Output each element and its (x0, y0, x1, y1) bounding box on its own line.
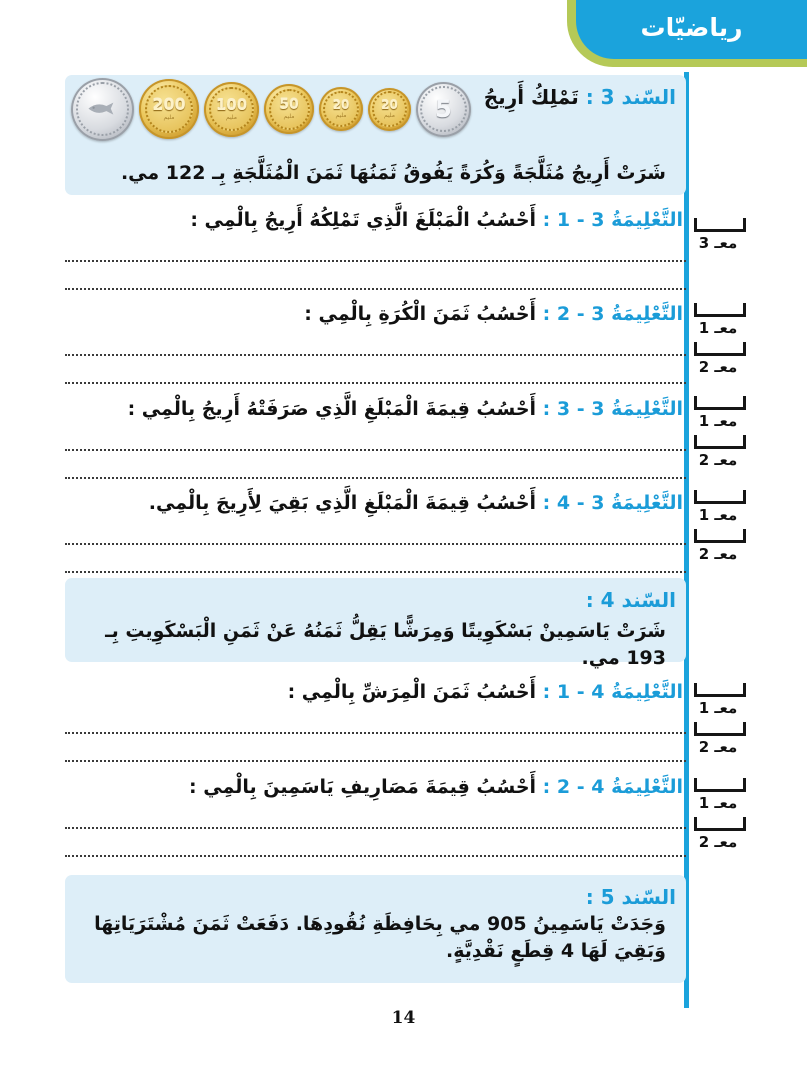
criterion-label: معـ 1 (698, 319, 738, 337)
exercise-4-2-heading (65, 773, 686, 801)
score-mark (692, 396, 748, 432)
sanad-3-label: السّند 3 : (585, 85, 676, 109)
score-mark (692, 303, 748, 339)
score-bracket-icon (694, 218, 746, 232)
exercise-4-1-label: التَّعْلِيمَةُ 4 - 1 : (542, 681, 683, 703)
criterion-label: معـ 3 (698, 234, 738, 252)
exercise-4-1-heading (65, 678, 686, 706)
sanad-5-box (65, 875, 686, 983)
coin-face: 200 مليم (145, 85, 193, 133)
score-bracket-icon (694, 396, 746, 410)
sanad-4-body: شَرَتْ يَاسَمِينْ بَسْكَوِيتًا وَمِرَشًّا يَقِلُّ ثَمَنُهُ عَنْ ثَمَنِ الْبَسْكَوِيتِ بِـ 193 مي. (105, 620, 666, 669)
sanad-5-label: السّند 5 : (585, 885, 676, 909)
sanad-3-body: شَرَتْ أَرِيجُ مُثَلَّجَةً وَكُرَةً يَفُوقُ ثَمَنُهَا ثَمَنَ الْمُثَلَّجَةِ بِـ 122 مي. (120, 162, 666, 184)
exercise-3-3-text: أَحْسُبُ قِيمَةَ الْمَبْلَغِ الَّذِي صَرَفَتْهُ أَرِيجُ بِالْمِي : (127, 398, 537, 420)
coin-200-icon (139, 79, 199, 139)
banner-blue-box (576, 0, 807, 59)
sanad-4-title (586, 588, 676, 612)
answer-line (65, 262, 686, 290)
coin-millime-text: مليم (163, 113, 175, 121)
exercise-4-2-text: أَحْسُبُ قِيمَةَ مَصَارِيفِ يَاسَمِينَ بِالْمِي : (189, 776, 537, 798)
score-mark (692, 778, 748, 814)
coin-face: 100 مليم (209, 87, 254, 132)
subject-title: رياضيّات (640, 13, 743, 42)
exercise-3-2-text: أَحْسُبُ ثَمَنَ الْكُرَةِ بِالْمِي : (304, 303, 537, 325)
coin-50-icon (264, 84, 314, 134)
exercise-3-1-label: التَّعْلِيمَةُ 3 - 1 : (542, 209, 683, 231)
criterion-label: معـ 1 (698, 506, 738, 524)
score-mark (692, 435, 748, 471)
score-bracket-icon (694, 817, 746, 831)
exercise-3-2-heading (65, 300, 686, 328)
score-mark (692, 529, 748, 565)
answer-line (65, 545, 686, 573)
coin-millime-text: مليم (283, 113, 295, 120)
subject-banner (567, 0, 807, 67)
coin-row (71, 78, 471, 140)
criterion-label: معـ 2 (698, 545, 738, 563)
sanad-3-title (484, 85, 676, 109)
sanad-3-box (65, 75, 686, 195)
exercise-3-4-text: أَحْسُبُ قِيمَةَ الْمَبْلَغِ الَّذِي بَقِيَ لِأَرِيجَ بِالْمِي. (148, 492, 537, 514)
coin-20-icon (368, 88, 411, 131)
score-bracket-icon (694, 683, 746, 697)
exercise-3-3-label: التَّعْلِيمَةُ 3 - 3 : (542, 398, 683, 420)
sanad-3-intro: تَمْلِكُ أَرِيجُ (483, 85, 579, 109)
coin-1-dinar-icon (71, 78, 134, 141)
marks-exercise-3-2 (692, 303, 748, 381)
score-bracket-icon (694, 490, 746, 504)
marks-exercise-3-1 (692, 218, 748, 257)
answer-line (65, 517, 686, 545)
exercise-4-1 (65, 678, 686, 762)
coin-100-icon (204, 82, 259, 137)
exercise-4-1-text: أَحْسُبُ ثَمَنَ الْمِرَشِّ بِالْمِي : (287, 681, 537, 703)
exercise-3-2-label: التَّعْلِيمَةُ 3 - 2 : (542, 303, 683, 325)
exercise-3-1-text: أَحْسُبُ الْمَبْلَغَ الَّذِي تَمْلِكُهُ أَرِيجُ بِالْمِي : (190, 209, 537, 231)
answer-line (65, 706, 686, 734)
answer-line (65, 734, 686, 762)
answer-line (65, 234, 686, 262)
coin-5-icon (416, 82, 471, 137)
answer-line (65, 801, 686, 829)
coin-face (76, 82, 129, 135)
score-mark (692, 722, 748, 758)
score-bracket-icon (694, 722, 746, 736)
score-mark (692, 218, 748, 254)
coin-millime-text: مليم (335, 111, 347, 119)
coin-millime-text: مليم (225, 113, 237, 121)
criterion-label: معـ 1 (698, 412, 738, 430)
score-bracket-icon (694, 303, 746, 317)
coin-face: 50 مليم (269, 89, 310, 130)
answer-line (65, 423, 686, 451)
marks-exercise-4-1 (692, 683, 748, 761)
exercise-3-1 (65, 206, 686, 290)
answer-line (65, 451, 686, 479)
coin-face: 5 (420, 86, 467, 133)
page-number: 14 (391, 1008, 416, 1028)
exercise-3-1-heading (65, 206, 686, 234)
answer-line (65, 328, 686, 356)
criterion-label: معـ 2 (698, 358, 738, 376)
marks-exercise-4-2 (692, 778, 748, 856)
score-bracket-icon (694, 342, 746, 356)
exercise-3-4 (65, 489, 686, 573)
score-bracket-icon (694, 435, 746, 449)
score-mark (692, 342, 748, 378)
score-mark (692, 490, 748, 526)
exercise-3-3-heading (65, 395, 686, 423)
score-bracket-icon (694, 529, 746, 543)
coin-face: 20 مليم (323, 91, 360, 128)
marks-exercise-3-4 (692, 490, 748, 568)
criterion-label: معـ 2 (698, 451, 738, 469)
sanad-4-box (65, 578, 686, 669)
score-mark (692, 683, 748, 719)
criterion-label: معـ 2 (698, 738, 738, 756)
score-bracket-icon (694, 778, 746, 792)
sanad-5-body: وَجَدَتْ يَاسَمِينُ 905 مي بِحَافِظَةِ نُقُودِهَا. دَفَعَتْ ثَمَنَ مُشْتَرَيَاتِهَا وَبَقِيَ لَهَا 4 قِطَعٍ نَقْدِيَّةٍ. (94, 913, 666, 962)
criterion-label: معـ 1 (698, 794, 738, 812)
exercise-4-2-label: التَّعْلِيمَةُ 4 - 2 : (542, 776, 683, 798)
sanad-5-title (586, 885, 676, 909)
coin-20-icon (319, 87, 363, 131)
exercise-4-2 (65, 773, 686, 857)
coin-face: 20 مليم (372, 91, 408, 127)
exercise-3-4-heading (65, 489, 686, 517)
coin-millime-text: مليم (383, 112, 395, 119)
exercise-3-2 (65, 300, 686, 384)
exercise-3-3 (65, 395, 686, 479)
criterion-label: معـ 1 (698, 699, 738, 717)
exercise-3-4-label: التَّعْلِيمَةُ 3 - 4 : (542, 492, 683, 514)
sanad-4-label: السّند 4 : (585, 588, 676, 612)
marks-exercise-3-3 (692, 396, 748, 474)
answer-line (65, 356, 686, 384)
fish-icon (85, 100, 119, 117)
answer-line (65, 829, 686, 857)
criterion-label: معـ 2 (698, 833, 738, 851)
score-mark (692, 817, 748, 853)
